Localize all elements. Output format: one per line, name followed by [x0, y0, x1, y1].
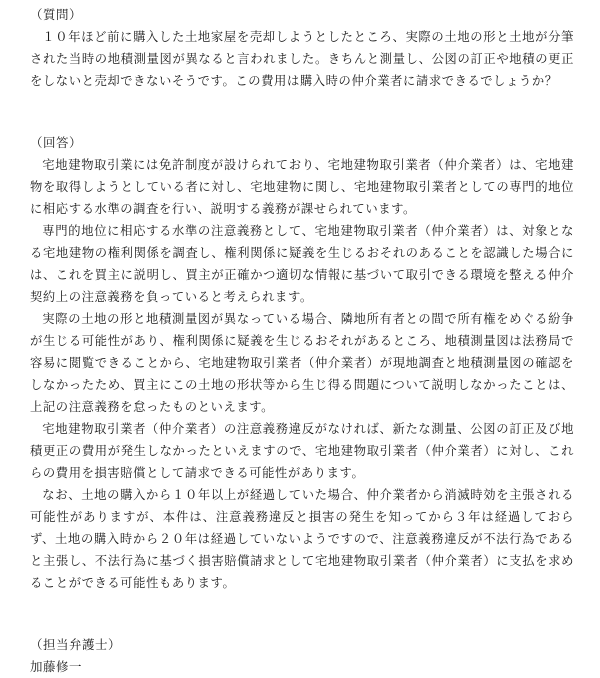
answer-paragraph: 実際の土地の形と地積測量図が異なっている場合、隣地所有者との間で所有権をめぐる紛争が生じる可能性があり、権利関係に疑義を生じるおそれがあるところ、地積測量図は法務局で容易に閲覧できることから、宅地建物取引業者（仲介業者）が現地調査と地積測量図の確認をしなかったため、買主にこの土地の形状等から生じ得る問題について説明しなかったことは、上記の注意義務を怠ったものといえます。 — [30, 312, 574, 414]
answer-heading: （回答） — [30, 135, 83, 150]
answer-paragraph: 宅地建物取引業者（仲介業者）の注意義務違反がなければ、新たな測量、公図の訂正及び地積更正の費用が発生しなかったといえますので、宅地建物取引業者（仲介業者）に対し、これらの費用を損害賠償として請求できる可能性があります。 — [30, 422, 574, 480]
question-text: １０年ほど前に購入した土地家屋を売却しようとしたところ、実際の土地の形と土地が分筆された当時の地積測量図が異なると言われました。きちんと測量し、公図の訂正や地積の更正をしないと売却できないそうです。この費用は購入時の仲介業者に請求できるでしょうか？ — [30, 30, 574, 88]
section-spacer — [30, 594, 574, 616]
section-spacer — [30, 616, 574, 634]
attorney-heading: （担当弁護士） — [30, 637, 122, 652]
answer-paragraph: 宅地建物取引業には免許制度が設けられており、宅地建物取引業者（仲介業者）は、宅地建物を取得しようとしている者に対し、宅地建物に関し、宅地建物取引業者としての専門的地位に相応する水準の調査を行い、説明する義務が課せられています。 — [30, 158, 574, 216]
section-spacer — [30, 114, 574, 132]
answer-paragraph: 専門的地位に相応する水準の注意義務として、宅地建物取引業者（仲介業者）は、対象となる宅地建物の権利関係を調査し、権利関係に疑義を生じるおそれのあることを認識した場合には、これを買主に説明し、買主が正確かつ適切な情報に基づいて取引できる環境を整える仲介契約上の注意義務を負っていると考えられます。 — [30, 224, 574, 304]
question-heading: （質問） — [30, 7, 83, 22]
section-spacer — [30, 92, 574, 114]
answer-paragraph: なお、土地の購入から１０年以上が経過していた場合、仲介業者から消滅時効を主張される可能性がありますが、本件は、注意義務違反と損害の発生を知ってから３年は経過しておらず、土地の購入時から２０年は経過していないようですので、注意義務違反が不法行為であると主張し、不法行為に基づく損害賠償請求として宅地建物取引業者（仲介業者）に支払を求めることができる可能性もあります。 — [30, 488, 574, 590]
attorney-name: 加藤修一 — [30, 659, 83, 674]
